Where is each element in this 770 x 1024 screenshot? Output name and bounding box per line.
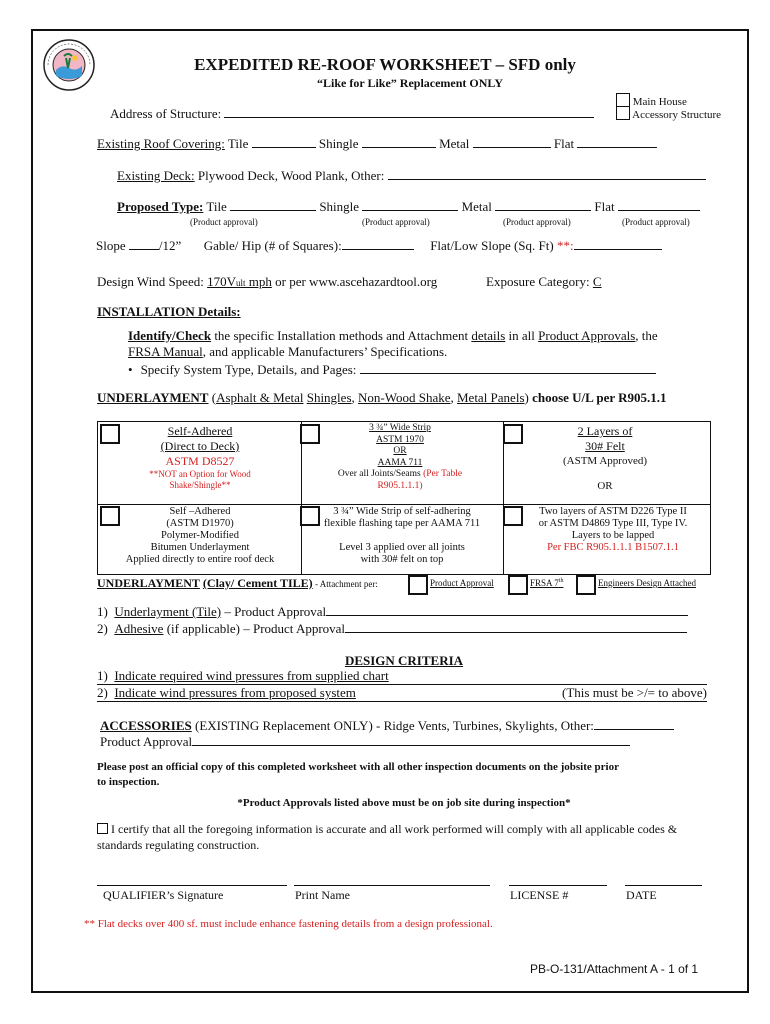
wind-speed-row [97, 274, 437, 290]
product-approval-checkbox[interactable] [408, 575, 428, 595]
flat-low-slope-field[interactable] [574, 249, 662, 250]
product-approval-option: Product Approval [430, 578, 494, 588]
cell-astm-d226: Two layers of ASTM D226 Type II or ASTM D4869 Type III, Type IV. Layers to be lapped Per FBC R905.1.1.1 B1507.1.1 [538, 506, 688, 553]
cell-aama711-strip: 3 ¾” Wide Strip of self-adhering flexible flashing tape per AAMA 711 Level 3 applied over all joints with 30# felt on top [323, 506, 481, 565]
existing-deck-other-field[interactable] [388, 179, 706, 180]
cell-two-layers: 2 Layers of 30# Felt (ASTM Approved) OR [562, 424, 648, 492]
print-name-label: Print Name [295, 888, 350, 902]
two-layers-felt-checkbox[interactable] [503, 424, 523, 444]
existing-deck-label: Existing Deck: [117, 168, 195, 183]
engineers-design-checkbox[interactable] [576, 575, 596, 595]
form-subtitle: “Like for Like” Replacement ONLY [317, 76, 503, 90]
form-title: EXPEDITED RE-ROOF WORKSHEET – SFD only [194, 55, 576, 74]
date-line[interactable] [625, 885, 702, 886]
engineers-design-option: Engineers Design Attached [598, 578, 696, 588]
main-house-checkbox[interactable] [616, 93, 630, 107]
flat-deck-footnote: ** Flat decks over 400 sf. must include enhance fastening details from a design professional. [84, 918, 493, 930]
design-item-2: 2) Indicate wind pressures from proposed system (This must be >/= to above) [97, 685, 707, 700]
proposed-flat-label: Flat [594, 199, 615, 214]
cell-self-adhered: Self-Adhered (Direct to Deck) ASTM D8527 **NOT an Option for Wood Shake/Shingle** [149, 424, 251, 490]
proposed-tile-field[interactable] [230, 210, 316, 211]
installation-line1: Identify/Check the specific Installation methods and Attachment details in all Product Approvals, the [128, 328, 658, 343]
proposed-flat-field[interactable] [618, 210, 700, 211]
product-approval-notice: *Product Approvals listed above must be on job site during inspection* [237, 797, 571, 809]
proposed-metal-label: Metal [461, 199, 492, 214]
accessories-approval-field[interactable] [192, 745, 630, 746]
main-house-label: Main House [632, 96, 687, 108]
installation-line2: FRSA Manual, and applicable Manufacturers’ Specifications. [128, 344, 448, 359]
underlayment-heading: UNDERLAYMENT (Asphalt & Metal Shingles, Non-Wood Shake, Metal Panels) choose U/L per R905.1.1 [97, 390, 667, 405]
license-line[interactable] [509, 885, 607, 886]
existing-shingle-field[interactable] [362, 147, 436, 148]
existing-tile-field[interactable] [252, 147, 316, 148]
existing-roof-label: Existing Roof Covering: [97, 136, 225, 151]
frsa-checkbox[interactable] [508, 575, 528, 595]
flat-low-slope-label: Flat/Low Slope (Sq. Ft) [430, 238, 554, 253]
underlayment-tile-approval-field[interactable] [326, 615, 688, 616]
adhesive-approval-field[interactable] [345, 632, 687, 633]
existing-metal-label: Metal [439, 136, 470, 151]
existing-deck-row [117, 168, 706, 184]
accessories-approval-row: Product Approval [100, 734, 630, 750]
clay-underlayment-heading: UNDERLAYMENT (Clay/ Cement TILE) - Attachment per: [97, 576, 378, 590]
slope-unit: /12” [158, 238, 182, 253]
flat-approval-note: (Product approval) [622, 217, 690, 227]
existing-flat-field[interactable] [577, 147, 657, 148]
gable-hip-label: Gable/ Hip (# of Squares): [203, 238, 342, 253]
slope-field[interactable] [129, 249, 159, 250]
qualifier-signature-line[interactable] [97, 885, 287, 886]
proposed-type-label: Proposed Type: [117, 199, 204, 214]
existing-deck-options: Plywood Deck, Wood Plank, Other: [197, 168, 385, 183]
post-notice-line2: to inspection. [97, 776, 160, 788]
post-notice-line1: Please post an official copy of this completed worksheet with all other inspection documents on the jobsite prior [97, 761, 619, 773]
slope-label: Slope [96, 238, 126, 253]
system-details-field[interactable] [360, 373, 656, 374]
design-item-2-note: (This must be >/= to above) [562, 685, 707, 700]
address-label: Address of Structure: [110, 106, 222, 121]
wind-reference: or per www.ascehazardtool.org [275, 274, 438, 289]
gable-hip-field[interactable] [342, 249, 414, 250]
metal-approval-note: (Product approval) [503, 217, 571, 227]
license-label: LICENSE # [510, 888, 569, 902]
accessory-option[interactable] [616, 106, 721, 121]
proposed-shingle-label: Shingle [319, 199, 360, 214]
cell-wide-strip: 3 ¾” Wide Strip ASTM 1970 OR AAMA 711 Over all Joints/Seams (Per Table R905.1.1.1) [337, 423, 463, 491]
astm-d226-checkbox[interactable] [503, 506, 523, 526]
proposed-metal-field[interactable] [495, 210, 591, 211]
existing-roof-row [97, 136, 657, 152]
proposed-shingle-field[interactable] [362, 210, 458, 211]
wide-strip-checkbox[interactable] [300, 424, 320, 444]
flat-low-slope-stars: **: [556, 238, 574, 253]
wind-speed-value: 170Vult mph [207, 274, 272, 289]
address-row [110, 106, 594, 122]
clay-item-1: 1) Underlayment (Tile) – Product Approval [97, 604, 688, 620]
tile-approval-note: (Product approval) [190, 217, 258, 227]
shingle-approval-note: (Product approval) [362, 217, 430, 227]
qualifier-signature-label: QUALIFIER’s Signature [103, 888, 224, 902]
exposure-label: Exposure Category: [486, 274, 590, 289]
date-label: DATE [626, 888, 657, 902]
accessory-label: Accessory Structure [632, 109, 722, 121]
design-item-1: 1) Indicate required wind pressures from supplied chart [97, 668, 707, 685]
slope-row [96, 238, 662, 254]
accessories-other-field[interactable] [594, 729, 674, 730]
design-criteria-heading: DESIGN CRITERIA [344, 653, 464, 668]
existing-flat-label: Flat [553, 136, 575, 151]
frsa-option: FRSA 7th [530, 578, 564, 588]
certify-line1: I certify that all the foregoing information is accurate and all work performed will comply with all applicable codes & [97, 822, 677, 837]
existing-metal-field[interactable] [473, 147, 551, 148]
exposure-row [486, 274, 602, 290]
cell-self-adhered-d1970: Self –Adhered (ASTM D1970) Polymer-Modified Bitumen Underlayment Applied directly to entire roof deck [125, 506, 275, 565]
existing-tile-label: Tile [227, 136, 249, 151]
installation-bullet: • Specify System Type, Details, and Pages: [128, 362, 656, 378]
wind-speed-label: Design Wind Speed: [97, 274, 204, 289]
self-adhered-checkbox[interactable] [100, 424, 120, 444]
proposed-type-row [117, 199, 700, 215]
existing-shingle-label: Shingle [318, 136, 359, 151]
address-field[interactable] [224, 117, 594, 118]
page-id: PB-O-131/Attachment A - 1 of 1 [530, 962, 699, 976]
print-name-line[interactable] [294, 885, 490, 886]
installation-heading: INSTALLATION Details: [97, 304, 241, 319]
certify-checkbox[interactable] [97, 823, 108, 834]
accessory-checkbox[interactable] [616, 106, 630, 120]
clay-item-2: 2) Adhesive (if applicable) – Product Approval [97, 621, 687, 637]
certify-line2: standards regulating construction. [97, 838, 260, 852]
exposure-value: C [592, 274, 602, 289]
proposed-tile-label: Tile [206, 199, 227, 214]
accessories-row: ACCESSORIES (EXISTING Replacement ONLY) - Ridge Vents, Turbines, Skylights, Other: [100, 718, 674, 734]
